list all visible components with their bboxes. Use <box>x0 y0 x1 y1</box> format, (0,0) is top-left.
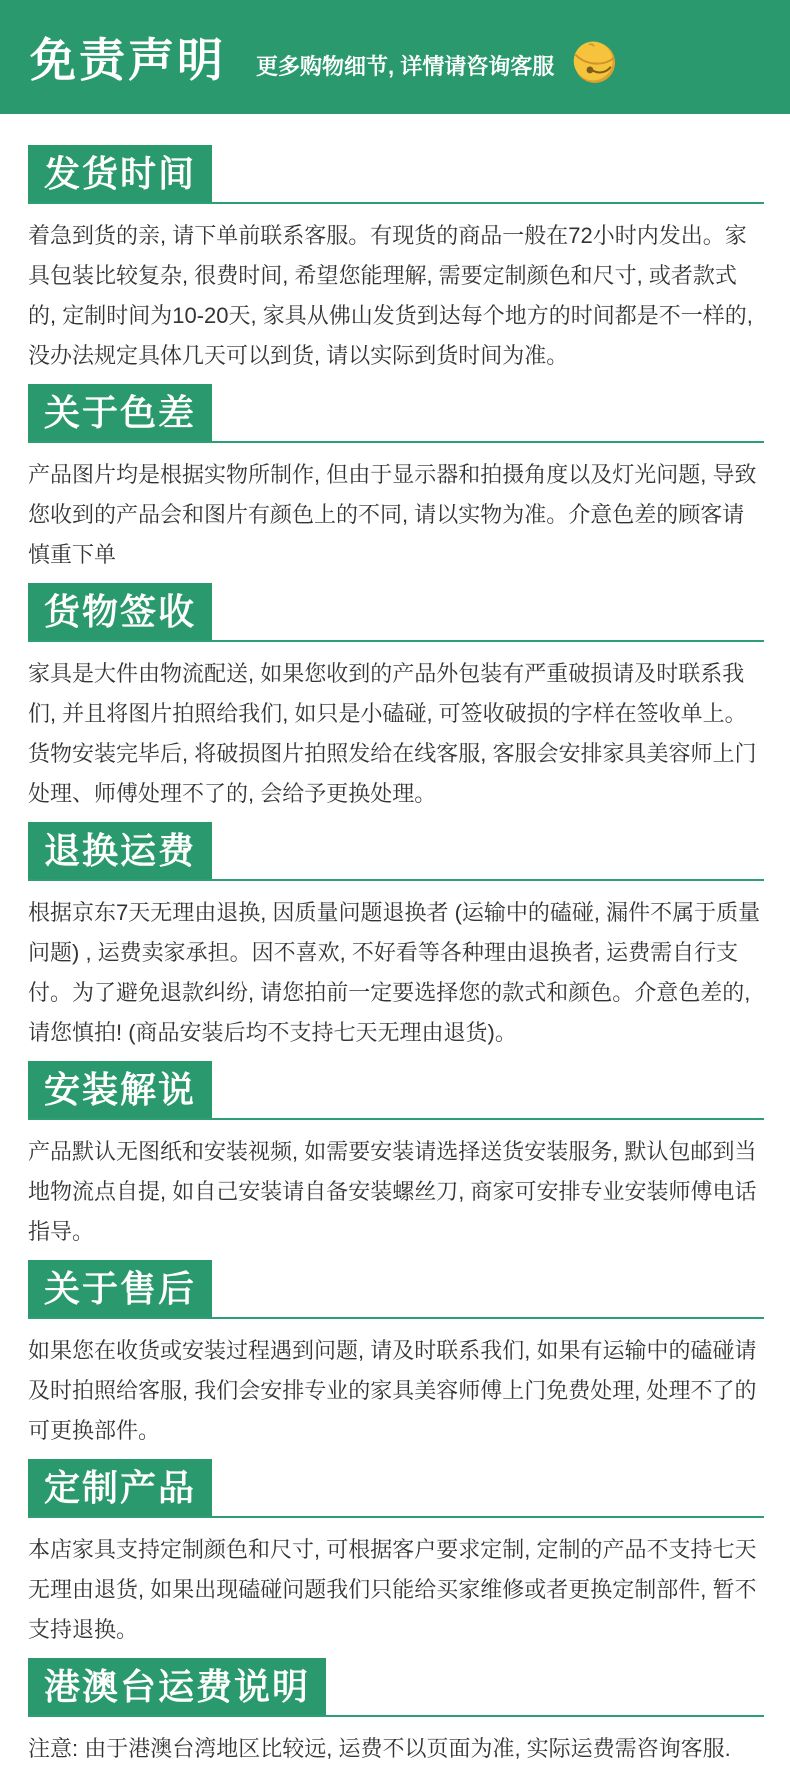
section-shipping-time <box>28 145 764 376</box>
section-title-bar <box>28 1459 764 1518</box>
section-title: 港澳台运费说明 <box>28 1658 326 1715</box>
bell-icon <box>568 35 620 92</box>
section-title-bar <box>28 822 764 881</box>
section-title: 退换运费 <box>28 822 212 879</box>
page-subtitle: 更多购物细节, 详情请咨询客服 <box>256 53 555 79</box>
section-title: 安装解说 <box>28 1061 212 1118</box>
section-body: 家具是大件由物流配送, 如果您收到的产品外包装有严重破损请及时联系我们, 并且将图片拍照给我们, 如只是小磕碰, 可签收破损的字样在签收单上。货物安装完毕后, 将破损图片拍照发给在线客服, 客服会安排家具美容师上门处理、师傅处理不了的, 会给予更换处理。 <box>28 661 757 806</box>
page-header <box>0 0 790 114</box>
section-color-difference <box>28 384 764 575</box>
section-title: 货物签收 <box>28 583 212 640</box>
section-body: 产品默认无图纸和安装视频, 如需要安装请选择送货安装服务, 默认包邮到当地物流点自提, 如自己安装请自备安装螺丝刀, 商家可安排专业安装师傅电话指导。 <box>28 1139 757 1244</box>
section-title: 关于色差 <box>28 384 212 441</box>
section-body: 产品图片均是根据实物所制作, 但由于显示器和拍摄角度以及灯光问题, 导致您收到的产品会和图片有颜色上的不同, 请以实物为准。介意色差的顾客请慎重下单 <box>28 462 757 567</box>
section-after-sales <box>28 1260 764 1451</box>
page-title: 免责声明 <box>30 34 226 86</box>
section-body: 着急到货的亲, 请下单前联系客服。有现货的商品一般在72小时内发出。家具包装比较复杂, 很费时间, 希望您能理解, 需要定制颜色和尺寸, 或者款式的, 定制时间为10-20天, 家具从佛山发货到达每个地方的时间都是不一样的, 没办法规定具体几天可以到货, 请以实际到货时间为准。 <box>28 223 753 368</box>
section-installation-notes <box>28 1061 764 1252</box>
section-title: 关于售后 <box>28 1260 212 1317</box>
sections-container <box>0 114 790 1769</box>
section-title-bar <box>28 145 764 204</box>
section-body: 本店家具支持定制颜色和尺寸, 可根据客户要求定制, 定制的产品不支持七天无理由退货, 如果出现磕碰问题我们只能给买家维修或者更换定制部件, 暂不支持退换。 <box>28 1537 757 1642</box>
section-body: 注意: 由于港澳台湾地区比较远, 运费不以页面为准, 实际运费需咨询客服. <box>28 1736 731 1761</box>
section-title: 定制产品 <box>28 1459 212 1516</box>
section-custom-products <box>28 1459 764 1650</box>
section-title: 发货时间 <box>28 145 212 202</box>
section-goods-receipt <box>28 583 764 814</box>
section-body: 如果您在收货或安装过程遇到问题, 请及时联系我们, 如果有运输中的磕碰请及时拍照给客服, 我们会安排专业的家具美容师傅上门免费处理, 处理不了的可更换部件。 <box>28 1338 757 1443</box>
section-return-freight <box>28 822 764 1053</box>
section-title-bar <box>28 1260 764 1319</box>
section-title-bar <box>28 384 764 443</box>
section-body: 根据京东7天无理由退换, 因质量问题退换者 (运输中的磕碰, 漏件不属于质量问题) , 运费卖家承担。因不喜欢, 不好看等各种理由退换者, 运费需自行支付。为了避免退款纠纷, 请您拍前一定要选择您的款式和颜色。介意色差的, 请您慎拍! (商品安装后均不支持七天无理由退货)。 <box>28 900 761 1045</box>
section-title-bar <box>28 583 764 642</box>
section-title-bar <box>28 1658 764 1717</box>
section-hmt-freight-note <box>28 1658 764 1769</box>
section-title-bar <box>28 1061 764 1120</box>
